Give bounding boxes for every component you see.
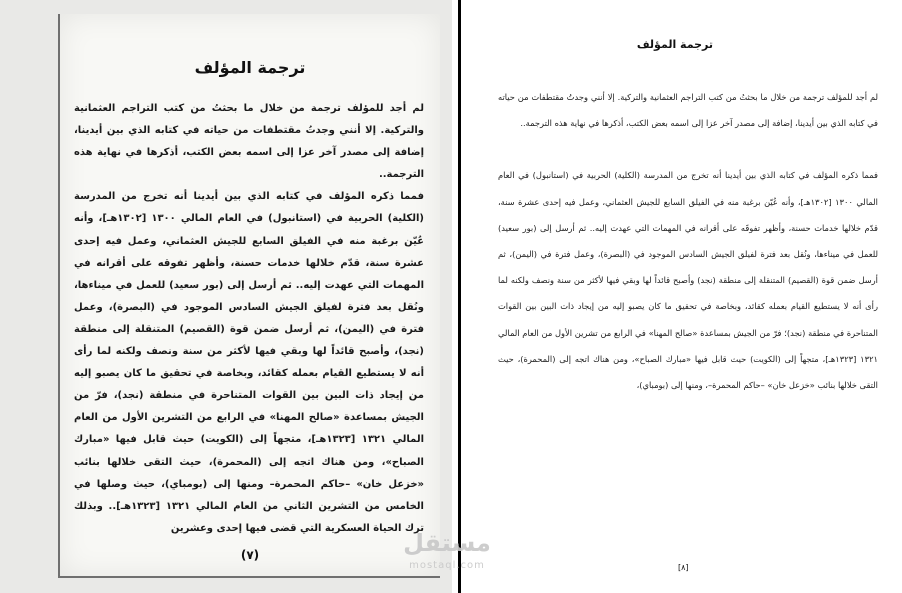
typed-page-title: ترجمة المؤلف <box>636 38 713 51</box>
scanned-paragraph-1: لم أجد للمؤلف ترجمة من خلال ما بحثتُ من كتب التراجم العثمانية والتركية. إلا أنني وجدتُ مقتطفات من حياته في كتابه الذي بين أيدينا، إضافة إلى مصدر آخر عزا إلى اسمه بعض الكتب، أذكرها في نهاية هذه الترجمة.. <box>74 103 424 181</box>
typed-paragraph-1: لم أجد للمؤلف ترجمة من خلال ما بحثتُ من كتب التراجم العثمانية والتركية. إلا أنني وجدتُ مقتطفات من حياته في كتابه الذي بين أيدينا، إضافة إلى مصدر آخر عزا إلى اسمه بعض الكتب، أذكرها في نهاية هذه الترجمة.. <box>498 92 878 129</box>
scanned-page-title: ترجمة المؤلف <box>194 58 306 77</box>
scanned-page-number: (٧) <box>240 548 260 562</box>
watermark-logo <box>392 526 502 586</box>
typed-page-number: [٨] <box>678 563 689 572</box>
scanned-book-page <box>58 14 440 578</box>
watermark-latin-text: mostaql.com <box>409 560 485 571</box>
paragraph-gap <box>498 136 878 162</box>
scanned-paragraph-2: فمما ذكره المؤلف في كتابه الذي بين أيدينا أنه تخرج من المدرسة (الكلية) الحربية في (استانبول) في العام المالي ١٣٠٠ [١٣٠٢هـ]، وأنه عُيّن برغبة منه في الفيلق السابع للجيش العثماني، وعمل فيه إحدى عشرة سنة، قدّم خلالها خدمات حسنة، وأظهر تفوقه على أقرانه في المهمات التي عهدت إليه.. ثم أرسل إلى (بور سعيد) للعمل في ميناءها، ونُقل بعد فترة لفيلق الجيش السادس الموجود في (البصرة)، وعمل فترة في (اليمن)، ثم أرسل ضمن قوة (القصيم) المتنقلة إلى منطقة (نجد)، وأصبح قائداً لها وبقي فيها لأكثر من سنة ونصف ولكنه لما رأى أنه لا يستطيع القيام بعمله كقائد، وبخاصة في تحقيق ما كان يصبو إليه من إيجاد ذات البين بين القوات المتناحرة في منطقة (نجد)، فرّ من الجيش بمساعدة «صالح المهنا» في الرابع من التشرين الأول من العام المالي ١٣٢١ [١٣٢٣هـ]، متجهاً إلى (الكويت) حيث قابل فيها «مبارك الصباح»، ومن هناك اتجه إلى (المحمرة)، حيث التقى خلالها بنائب «خزعل خان» –حاكم المحمرة– ومنها إلى (بومباي)، حيث وصلها في الخامس من التشرين الثاني من العام المالي ١٣٢١ [١٣٢٣هـ].. وبذلك ترك الحياة العسكرية التي قضى فيها إحدى وعشرين <box>74 191 424 534</box>
scanned-page-body <box>74 98 424 538</box>
watermark-arabic-text: مستقل <box>403 529 491 557</box>
typed-page-panel <box>462 0 902 593</box>
typed-page-body <box>498 84 878 398</box>
typed-paragraph-2: فمما ذكره المؤلف في كتابه الذي بين أيدينا أنه تخرج من المدرسة (الكلية) الحربية في (استانبول) في العام المالي ١٣٠٠ [١٣٠٢هـ]، وأنه عُيّن برغبة منه في الفيلق السابع للجيش العثماني، وعمل فيه إحدى عشرة سنة، قدّم خلالها خدمات حسنة، وأظهر تفوقَه على أقرانه في المهمات التي عهدت إليه.. ثم أرسل إلى (بور سعيد) للعمل في ميناءها، ونُقل بعد فترة لفيلق الجيش السادس الموجود في (البصرة)، وعمل فترة في (اليمن)، ثم أرسل ضمن قوة (القصيم) المتنقلة إلى منطقة (نجد) وأصبح قائداً لها وبقي فيها لأكثر من سنة ونصف ولكنه لما رأى أنه لا يستطيع القيام بعمله كقائد، وبخاصة في تحقيق ما كان يصبو إليه من إيجاد ذات البين بين القوات المتناحرة في منطقة (نجد)؛ فرّ من الجيش بمساعدة «صالح المهنا» في الرابع من تشرين الأول من العام المالي ١٣٢١ [١٣٢٣هـ]، متجهاً إلى (الكويت) حيث قابل فيها «مبارك الصباح»، ومن هناك اتجه إلى (المحمرة)، حيث التقى خلالها بنائب «خزعل خان» –حاكم المحمرة–، ومنها إلى (بومباي)، <box>498 170 878 391</box>
page-divider <box>458 0 461 593</box>
